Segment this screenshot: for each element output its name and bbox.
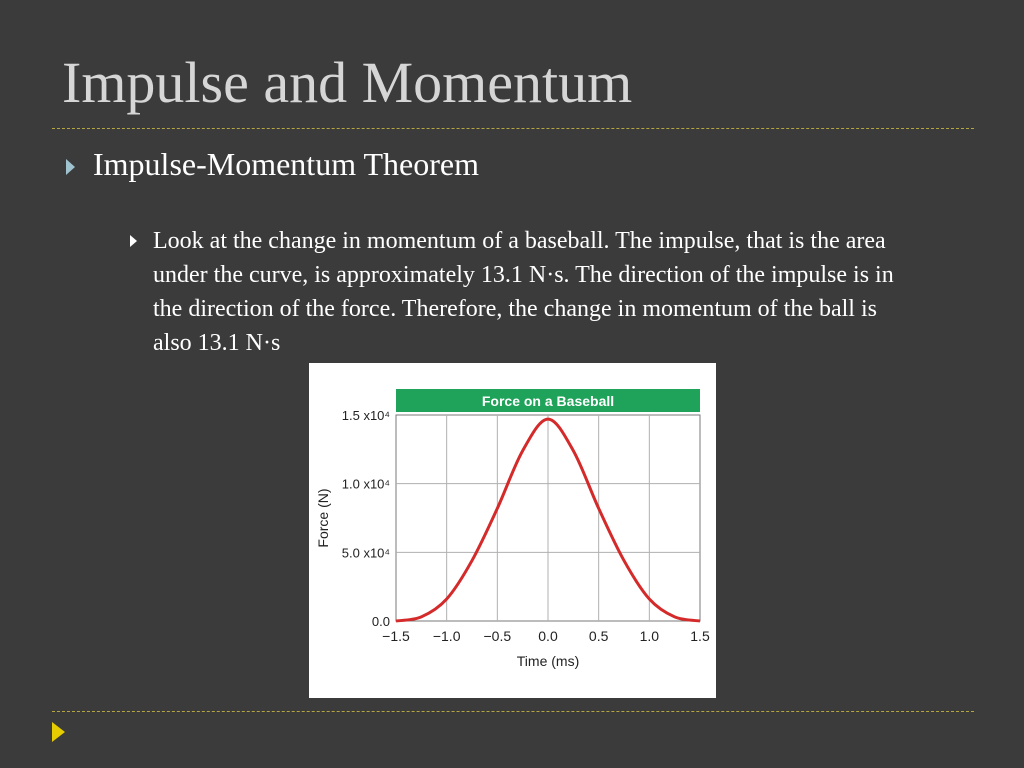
bullet-level1 (66, 147, 479, 182)
force-chart-svg (309, 363, 716, 698)
y-axis-label: Force (N) (315, 488, 331, 548)
x-tick-label: −0.5 (483, 628, 512, 644)
play-icon (52, 722, 65, 742)
y-tick-label: 0.0 (371, 614, 390, 629)
force-chart (309, 363, 716, 698)
title-divider (52, 128, 974, 129)
x-tick-label: −1.5 (382, 628, 410, 644)
x-tick-label: 1.0 (639, 628, 660, 644)
triangle-right-icon (66, 159, 75, 175)
slide-title: Impulse and Momentum (62, 50, 633, 115)
x-axis-label: Time (ms) (516, 653, 580, 669)
chart-title: Force on a Baseball (481, 393, 615, 409)
y-tick-label: 1.5 x10⁴ (341, 408, 390, 423)
bullet-level1-text: Impulse-Momentum Theorem (93, 146, 479, 182)
x-tick-label: 0.0 (538, 628, 558, 644)
y-tick-label: 1.0 x10⁴ (341, 476, 390, 492)
x-tick-label: −1.0 (432, 628, 461, 644)
x-tick-label: 1.5 (690, 628, 710, 644)
bullet-level2-text: Look at the change in momentum of a baseball. The impulse, that is the area under the curve, is approximately 13.1 N·s. The direction of the impulse is in the direction of the force. Therefore, the change in momentum of the ball is also 13.1 N·s (153, 228, 894, 356)
y-tick-label: 5.0 x10⁴ (341, 545, 390, 561)
footer-divider (52, 711, 974, 712)
bullet-level2 (130, 224, 920, 360)
x-tick-label: 0.5 (588, 628, 609, 644)
triangle-right-icon (130, 235, 137, 247)
